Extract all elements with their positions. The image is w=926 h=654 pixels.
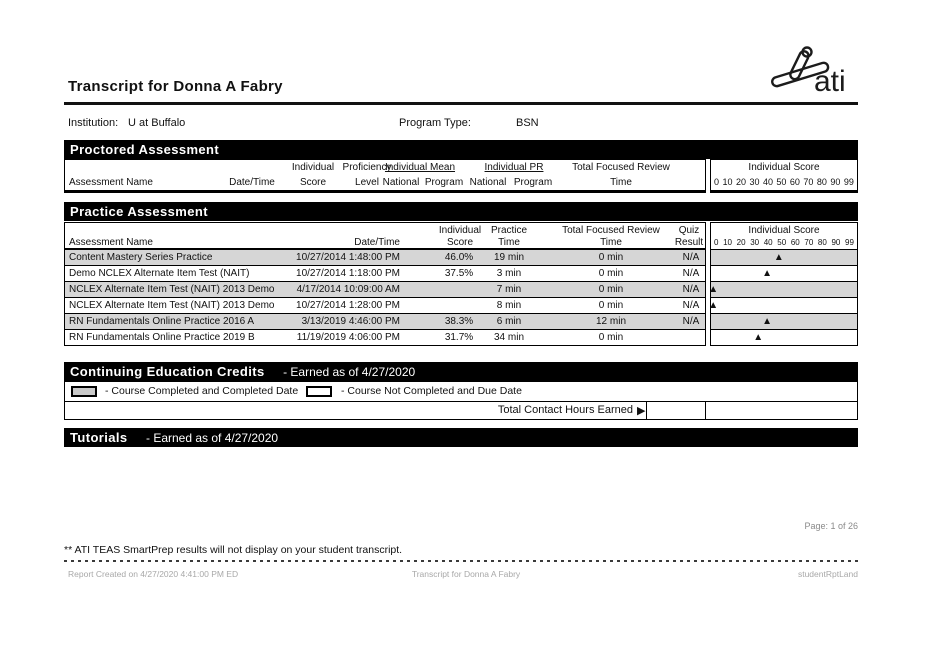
scale-tick: 40: [762, 177, 773, 187]
scale-tick: 10: [723, 238, 732, 247]
score-scale-cell: [710, 313, 858, 330]
cell-review-time: 0 min: [598, 284, 624, 295]
proctored-header: [64, 159, 706, 193]
not-completed-swatch-icon: [306, 386, 332, 397]
cell-practice-time: 3 min: [496, 268, 522, 279]
cell-datetime: 4/17/2014 10:09:00 AM: [296, 284, 400, 295]
cell-review-time: 0 min: [598, 300, 624, 311]
title-divider: [64, 102, 858, 105]
scale-tick: 0: [714, 177, 720, 187]
col-individual: Individual: [291, 162, 335, 173]
col-review-time: Time: [600, 237, 622, 248]
footer-created: Report Created on 4/27/2020 4:41:00 PM ED: [68, 569, 239, 579]
institution-value: U at Buffalo: [128, 117, 186, 129]
cell-datetime: 11/19/2019 4:06:00 PM: [296, 332, 400, 343]
cell-score: 46.0%: [444, 252, 474, 263]
col-program-pr: Program: [513, 177, 553, 188]
scale-tick: 90: [830, 177, 841, 187]
col-practice-time: Time: [498, 237, 520, 248]
total-hours-extra-cell: [705, 402, 859, 419]
scale-tick: 60: [789, 177, 800, 187]
cell-name: Content Mastery Series Practice: [69, 252, 213, 263]
page-title: Transcript for Donna A Fabry: [68, 78, 283, 95]
col-quiz: Quiz: [678, 225, 700, 236]
col-datetime: Date/Time: [354, 237, 400, 248]
practice-row: [64, 313, 706, 330]
cell-score: 31.7%: [444, 332, 474, 343]
completed-swatch-icon: [71, 386, 97, 397]
score-scale-cell: [710, 249, 858, 266]
cell-practice-time: 34 min: [493, 332, 524, 343]
scale-tick: 80: [817, 238, 827, 247]
cell-practice-time: 19 min: [493, 252, 524, 263]
col-total-focused-review: Total Focused Review: [572, 162, 670, 173]
score-scale: [714, 238, 854, 247]
cell-practice-time: 6 min: [496, 316, 522, 327]
cell-review-time: 12 min: [595, 316, 626, 327]
score-marker-icon: ▲: [708, 284, 719, 295]
cell-datetime: 3/13/2019 4:46:00 PM: [301, 316, 400, 327]
cell-score: 38.3%: [444, 316, 474, 327]
col-total-focused-review: Total Focused Review: [562, 225, 660, 236]
scale-tick: 40: [763, 238, 773, 247]
col-individual: Individual: [438, 225, 482, 236]
scale-tick: 70: [804, 238, 814, 247]
cell-name: NCLEX Alternate Item Test (NAIT) 2013 Demo: [69, 300, 275, 311]
col-proficiency: Proficiency: [342, 162, 392, 173]
total-hours-value-cell: [646, 402, 705, 419]
col-national-mean: National: [382, 177, 420, 188]
col-level: Level: [355, 177, 379, 188]
tutorials-section-title: Tutorials: [70, 430, 128, 445]
cell-review-time: 0 min: [598, 268, 624, 279]
cell-score: 37.5%: [444, 268, 474, 279]
tutorials-section-bar: [64, 428, 858, 447]
proctored-section-title: Proctored Assessment: [70, 142, 220, 157]
col-individual-mean: Individual Mean: [384, 162, 456, 173]
practice-section-bar: [64, 202, 858, 221]
score-scale-cell: [710, 329, 858, 346]
score-scale: [714, 177, 854, 187]
score-marker-icon: ▲: [762, 316, 772, 327]
teas-note: ** ATI TEAS SmartPrep results will not display on your student transcript.: [64, 544, 403, 556]
col-individual-pr: Individual PR: [484, 162, 544, 173]
practice-rows: [64, 250, 706, 346]
cell-review-time: 0 min: [598, 332, 624, 343]
total-contact-hours-label: Total Contact Hours Earned: [497, 404, 633, 416]
col-score: Score: [299, 177, 327, 188]
dashed-divider: [64, 560, 858, 562]
program-type-value: BSN: [516, 117, 539, 129]
cec-section-bar: [64, 362, 858, 381]
ati-logo: [770, 44, 862, 100]
col-datetime: Date/Time: [229, 177, 275, 188]
col-assessment-name: Assessment Name: [69, 237, 153, 248]
cell-datetime: 10/27/2014 1:18:00 PM: [296, 268, 400, 279]
practice-row: [64, 329, 706, 346]
proctored-score-header: [710, 159, 858, 193]
cell-quiz-result: N/A: [682, 252, 700, 263]
scale-tick: 0: [714, 238, 719, 247]
arrow-right-icon: ▶: [637, 405, 646, 417]
col-time: Time: [610, 177, 632, 188]
col-result: Result: [674, 237, 704, 248]
score-marker-icon: ▲: [773, 252, 784, 263]
scale-tick: 30: [749, 177, 760, 187]
logo-text: ati: [814, 65, 846, 98]
cec-section-title: Continuing Education Credits: [70, 364, 265, 379]
tutorials-earned-as-of: - Earned as of 4/27/2020: [145, 431, 279, 445]
col-practice: Practice: [490, 225, 528, 236]
page-indicator: Page: 1 of 26: [804, 521, 858, 531]
scale-tick: 20: [735, 177, 746, 187]
cell-quiz-result: N/A: [682, 284, 700, 295]
cell-review-time: 0 min: [598, 252, 624, 263]
score-marker-icon: ▲: [753, 332, 764, 343]
cell-quiz-result: N/A: [682, 300, 700, 311]
cell-datetime: 10/27/2014 1:28:00 PM: [296, 300, 400, 311]
legend-completed-label: - Course Completed and Completed Date: [105, 385, 299, 397]
practice-section-title: Practice Assessment: [70, 204, 208, 219]
cell-quiz-result: N/A: [682, 316, 700, 327]
scale-tick: 50: [777, 238, 787, 247]
scale-tick: 30: [750, 238, 760, 247]
col-individual-score: Individual Score: [748, 225, 820, 236]
total-contact-hours-row: [64, 401, 858, 420]
program-type-label: Program Type:: [399, 117, 471, 129]
col-individual-score: Individual Score: [748, 162, 820, 173]
cell-name: RN Fundamentals Online Practice 2019 B: [69, 332, 255, 343]
score-marker-icon: ▲: [762, 268, 772, 279]
proctored-section-bar: [64, 140, 858, 159]
scale-tick: 70: [803, 177, 814, 187]
scale-tick: 20: [736, 238, 746, 247]
col-program-mean: Program: [424, 177, 464, 188]
cell-name: RN Fundamentals Online Practice 2016 A: [69, 316, 255, 327]
practice-row: [64, 281, 706, 298]
practice-score-rows: [710, 250, 858, 346]
col-score: Score: [446, 237, 474, 248]
scale-tick: 90: [831, 238, 841, 247]
cell-practice-time: 7 min: [496, 284, 522, 295]
practice-score-header: [710, 222, 858, 250]
col-national-pr: National: [469, 177, 507, 188]
cell-practice-time: 8 min: [496, 300, 522, 311]
score-scale-cell: [710, 297, 858, 314]
scale-tick: 60: [790, 238, 800, 247]
footer-report-name: studentRptLand: [797, 569, 858, 579]
practice-row: [64, 249, 706, 266]
legend-not-completed-label: - Course Not Completed and Due Date: [341, 385, 522, 397]
institution-label: Institution:: [68, 117, 119, 129]
scale-tick: 80: [816, 177, 827, 187]
footer-center: Transcript for Donna A Fabry: [411, 569, 521, 579]
practice-header: [64, 222, 706, 250]
practice-row: [64, 297, 706, 314]
score-scale-cell: [710, 281, 858, 298]
scale-tick: 10: [722, 177, 733, 187]
score-marker-icon: ▲: [708, 300, 719, 311]
cec-earned-as-of: - Earned as of 4/27/2020: [283, 365, 416, 379]
scale-tick: 99: [845, 238, 854, 247]
score-scale-cell: [710, 265, 858, 282]
cell-name: NCLEX Alternate Item Test (NAIT) 2013 Demo: [69, 284, 275, 295]
scale-tick: 99: [843, 177, 854, 187]
practice-row: [64, 265, 706, 282]
cell-datetime: 10/27/2014 1:48:00 PM: [296, 252, 400, 263]
scale-tick: 50: [776, 177, 787, 187]
cell-quiz-result: N/A: [682, 268, 700, 279]
cell-name: Demo NCLEX Alternate Item Test (NAIT): [69, 268, 250, 279]
cec-legend: [64, 381, 858, 402]
col-assessment-name: Assessment Name: [69, 177, 153, 188]
